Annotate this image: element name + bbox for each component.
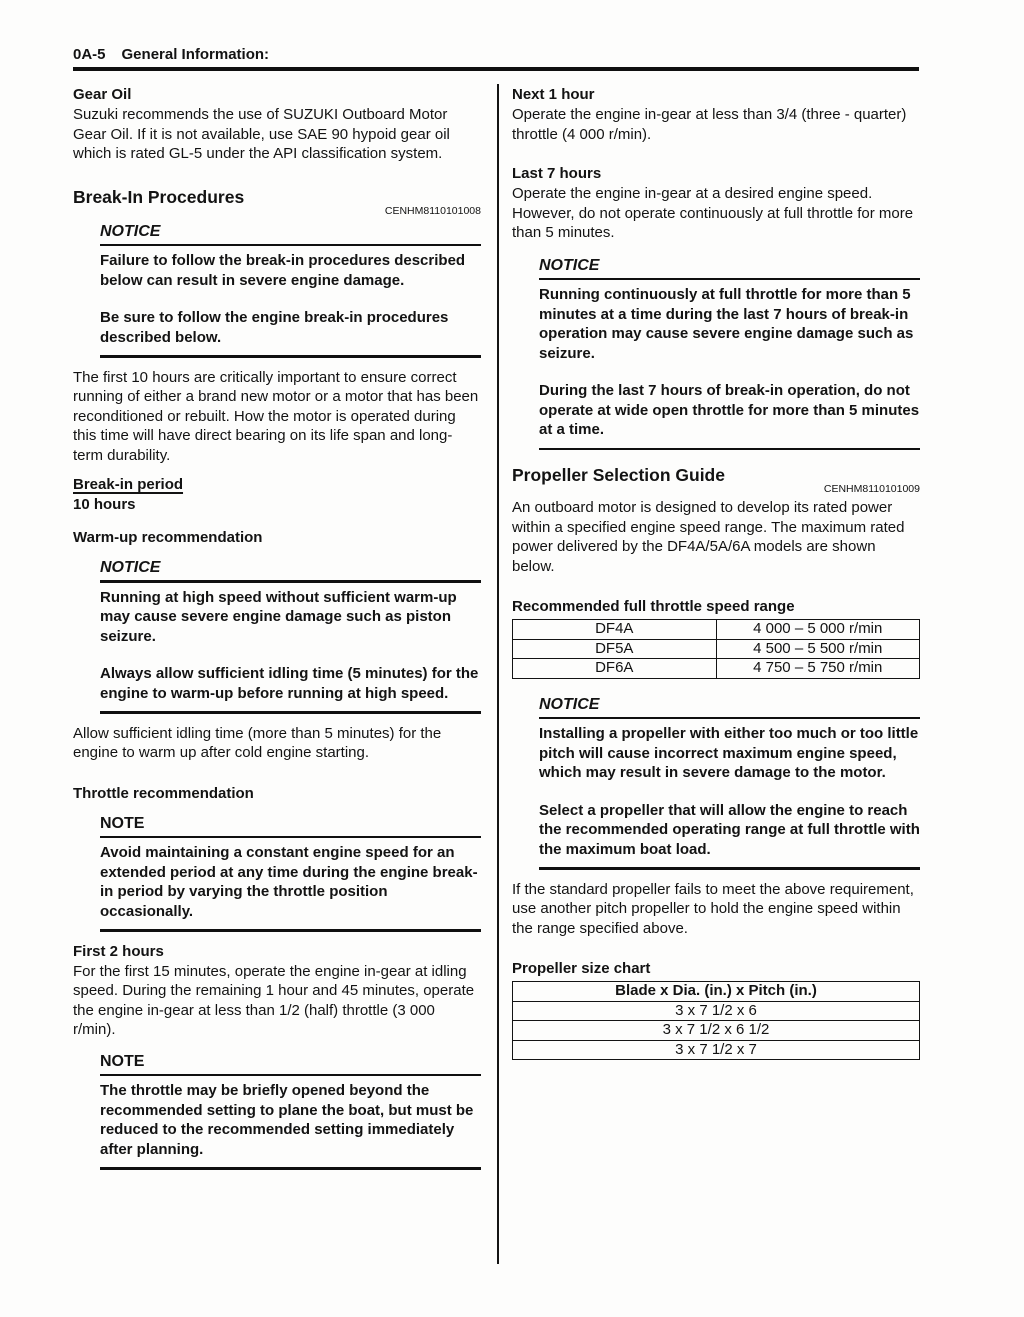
notice-content <box>539 280 920 440</box>
size-cell: 3 x 7 1/2 x 6 <box>513 1001 920 1021</box>
notice-label: NOTICE <box>100 222 161 240</box>
notice-paragraph: During the last 7 hours of break-in operation, do not operate at wide open throttle for more than 5 minutes at a time. <box>539 382 920 438</box>
break-in-period-value: 10 hours <box>73 496 136 513</box>
notice-box <box>100 558 481 714</box>
notice-bottom-rule <box>100 355 481 358</box>
break-in-period-label: Break-in period <box>73 476 184 493</box>
notice-bottom-rule <box>539 867 920 870</box>
size-chart-title: Propeller size chart <box>512 960 651 977</box>
range-cell: 4 000 – 5 000 r/min <box>716 620 920 640</box>
notice-paragraph: Always allow sufficient idling time (5 minutes) for the engine to warm-up before running at high speed. <box>100 665 479 702</box>
table-row <box>513 1021 920 1041</box>
last-7-hours-body: Operate the engine in-gear at a desired engine speed. However, do not operate continuously at full throttle for more than 5 minutes. <box>512 185 914 241</box>
next-1-hour-body: Operate the engine in-gear at less than 3/4 (three - quarter) throttle (4 000 r/min). <box>512 106 907 143</box>
table-row <box>513 1040 920 1060</box>
speed-table-title: Recommended full throttle speed range <box>512 598 795 615</box>
break-in-heading: Break-In Procedures <box>73 186 245 207</box>
gear-oil-body: Suzuki recommends the use of SUZUKI Outboard Motor Gear Oil. If it is not available, use SAE 90 hypoid gear oil which is rated GL-5 under the API classification system. <box>73 106 450 162</box>
size-header-cell: Blade x Dia. (in.) x Pitch (in.) <box>513 982 920 1002</box>
section-code: CENHM8110101009 <box>823 483 920 495</box>
first-2-hours-body: For the first 15 minutes, operate the engine in-gear at idling speed. During the remaining 1 hour and 45 minutes, operate the engine in-gear at less than 1/2 (half) throttle (3 000 r/min). <box>73 962 475 1038</box>
notice-bottom-rule <box>539 448 920 451</box>
table-row <box>513 659 920 679</box>
column-divider <box>497 84 499 1264</box>
notice-box <box>539 256 920 451</box>
notice-paragraph: Select a propeller that will allow the engine to reach the recommended operating range at full throttle with the maximum boat load. <box>539 801 920 858</box>
speed-range-table <box>512 619 920 679</box>
page-number: 0A-5 <box>73 46 106 63</box>
notice-content <box>100 246 481 347</box>
table-header-row <box>513 982 920 1002</box>
notice-paragraph: Running continuously at full throttle for more than 5 minutes at a time during the last 7 hours of break-in operation may cause severe engine damage such as seizure. <box>539 286 914 362</box>
note-content <box>100 1076 481 1159</box>
propeller-size-table <box>512 981 920 1060</box>
model-cell: DF6A <box>513 659 717 679</box>
next-1-hour-heading: Next 1 hour <box>512 86 595 103</box>
notice-paragraph: Be sure to follow the engine break-in procedures described below. <box>100 309 449 346</box>
size-cell: 3 x 7 1/2 x 7 <box>513 1040 920 1060</box>
range-cell: 4 500 – 5 500 r/min <box>716 639 920 659</box>
notice-box <box>539 695 920 870</box>
propeller-body: An outboard motor is designed to develop its rated power within a specified engine speed range. The maximum rated power delivered by the DF4A/5A/6A models are shown below. <box>512 499 905 575</box>
header-rule <box>73 67 919 71</box>
note-paragraph: The throttle may be briefly opened beyond the recommended setting to plane the boat, but must be reduced to the recommended setting immediately after planning. <box>100 1082 474 1158</box>
warm-up-heading: Warm-up recommendation <box>73 529 263 546</box>
model-cell: DF4A <box>513 620 717 640</box>
notice-bottom-rule <box>100 711 481 714</box>
notice-label: NOTICE <box>100 559 161 576</box>
notice-label: NOTICE <box>539 256 600 274</box>
page-header-text <box>73 46 919 63</box>
gear-oil-heading: Gear Oil <box>73 86 132 103</box>
note-label: NOTE <box>100 1052 145 1070</box>
throttle-heading: Throttle recommendation <box>73 784 254 802</box>
note-paragraph: Avoid maintaining a constant engine speed for an extended period at any time during the engine break-in period by varying the throttle position occasionally. <box>100 844 478 920</box>
propeller-note-body: If the standard propeller fails to meet the above requirement, use another pitch propeller to hold the engine speed within the range specified above. <box>512 880 914 937</box>
range-cell: 4 750 – 5 750 r/min <box>716 659 920 679</box>
page-title: General Information: <box>121 46 270 63</box>
note-content <box>100 838 481 921</box>
notice-paragraph: Running at high speed without sufficient warm-up may cause severe engine damage such as piston seizure. <box>100 588 457 645</box>
notice-box <box>100 222 481 358</box>
note-box <box>100 814 481 932</box>
notice-label: NOTICE <box>539 695 600 713</box>
table-row <box>513 1001 920 1021</box>
page-header <box>73 46 919 71</box>
propeller-heading: Propeller Selection Guide <box>512 465 725 485</box>
left-column <box>73 85 481 1170</box>
note-bottom-rule <box>100 929 481 932</box>
notice-content <box>100 583 481 704</box>
note-label: NOTE <box>100 814 145 832</box>
notice-content <box>539 719 920 859</box>
break-in-body: The first 10 hours are critically important to ensure correct running of either a brand new motor or a motor that has been reconditioned or rebuilt. How the motor is operated during this time will have direct bearing on its life span and long-term durability. <box>73 368 479 464</box>
warm-up-body: Allow sufficient idling time (more than 5 minutes) for the engine to warm up after cold engine starting. <box>73 724 442 761</box>
note-box <box>100 1052 481 1170</box>
right-column <box>512 85 920 1060</box>
first-2-hours-heading: First 2 hours <box>73 942 164 960</box>
table-row <box>513 620 920 640</box>
notice-paragraph: Installing a propeller with either too much or too little pitch will cause incorrect maximum engine speed, which may result in severe damage to the motor. <box>539 725 919 781</box>
last-7-hours-heading: Last 7 hours <box>512 165 602 182</box>
size-cell: 3 x 7 1/2 x 6 1/2 <box>513 1021 920 1041</box>
table-row <box>513 639 920 659</box>
model-cell: DF5A <box>513 639 717 659</box>
section-code: CENHM8110101008 <box>384 204 481 217</box>
note-bottom-rule <box>100 1167 481 1170</box>
notice-paragraph: Failure to follow the break-in procedures described below can result in severe engine damage. <box>100 252 466 289</box>
